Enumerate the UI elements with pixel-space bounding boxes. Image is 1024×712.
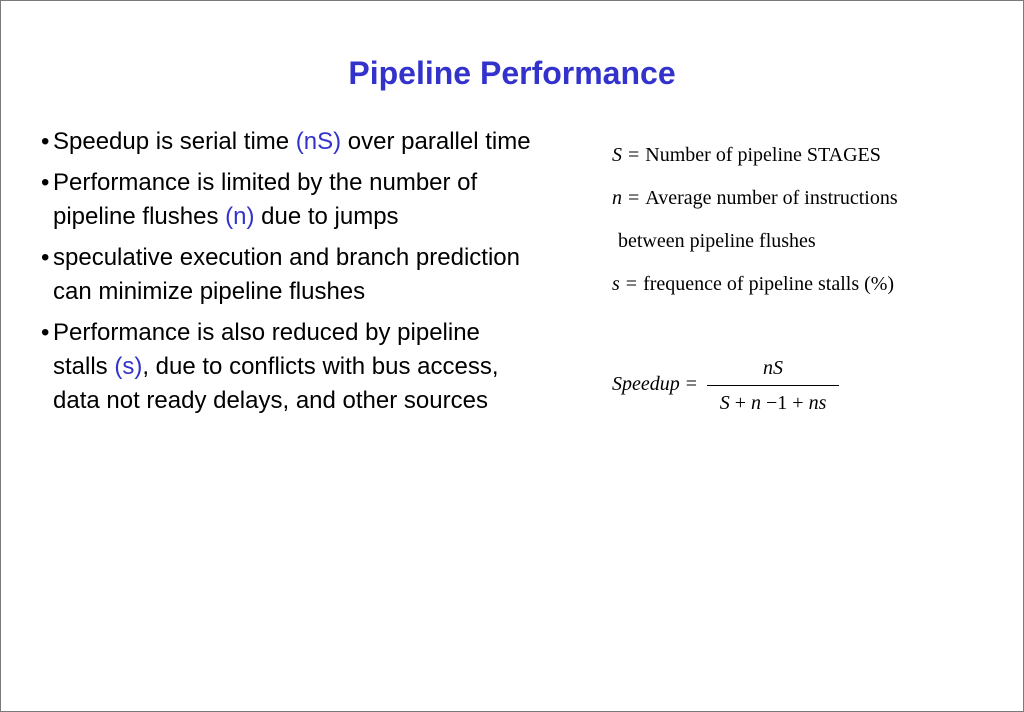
variable-symbol: s — [612, 273, 620, 295]
definition-instructions — [612, 184, 992, 227]
formula-equals: = — [685, 373, 698, 395]
den-op-plus: + — [792, 392, 804, 414]
fraction-numerator: nS — [763, 357, 784, 379]
equals-sign: = — [628, 187, 640, 209]
bullet-text: speculative execution and branch prediction can minimize pipeline flushes — [53, 244, 520, 305]
formula-lhs: Speedup — [612, 373, 680, 395]
den-term-S: S — [719, 392, 730, 414]
bullet-marker: • — [41, 169, 50, 196]
variable-symbol: n — [612, 187, 622, 209]
bullet-highlight: (nS) — [295, 128, 342, 155]
variable-symbol: S — [612, 144, 622, 166]
bullet-marker: • — [41, 319, 50, 346]
bullet-text: Performance is limited by the number of pipeline flushes — [53, 169, 478, 230]
definition-text: frequence of pipeline stalls (%) — [643, 273, 895, 295]
bullet-text: Performance is also reduced by pipeline stalls — [53, 319, 480, 380]
definition-continuation: between pipeline flushes — [618, 230, 816, 252]
equals-sign: = — [625, 273, 638, 295]
den-op-minus: − — [766, 392, 778, 414]
bullet-marker: • — [41, 244, 50, 271]
bullet-highlight: (s) — [114, 353, 143, 380]
fraction-denominator — [716, 386, 831, 416]
bullet-text-after: , due to conflicts with bus access, data not ready delays, and other sources — [53, 353, 499, 414]
definition-stages — [612, 141, 992, 184]
variable-definitions — [612, 141, 992, 313]
bullet-item — [41, 241, 541, 309]
bullet-item — [41, 125, 541, 159]
speedup-formula — [612, 353, 839, 416]
bullet-item — [41, 166, 541, 234]
bullet-text: Speedup is serial time — [53, 128, 296, 155]
den-term-one: 1 — [777, 392, 788, 414]
bullet-item — [41, 316, 541, 418]
bullet-marker: • — [41, 128, 50, 155]
definition-text: Average number of instructions — [645, 187, 898, 209]
bullet-text-after: over parallel time — [341, 128, 531, 155]
bullet-highlight: (n) — [225, 203, 255, 230]
definition-text: Number of pipeline STAGES — [645, 144, 881, 166]
den-term-n: n — [751, 392, 761, 414]
equals-sign: = — [628, 144, 640, 166]
page-title: Pipeline Performance — [348, 55, 676, 91]
bullet-list — [41, 125, 541, 425]
den-op-plus: + — [734, 392, 746, 414]
fraction — [707, 353, 839, 416]
bullet-text-after: due to jumps — [254, 203, 399, 230]
den-term-ns: ns — [808, 392, 827, 414]
definition-stalls — [612, 270, 992, 313]
